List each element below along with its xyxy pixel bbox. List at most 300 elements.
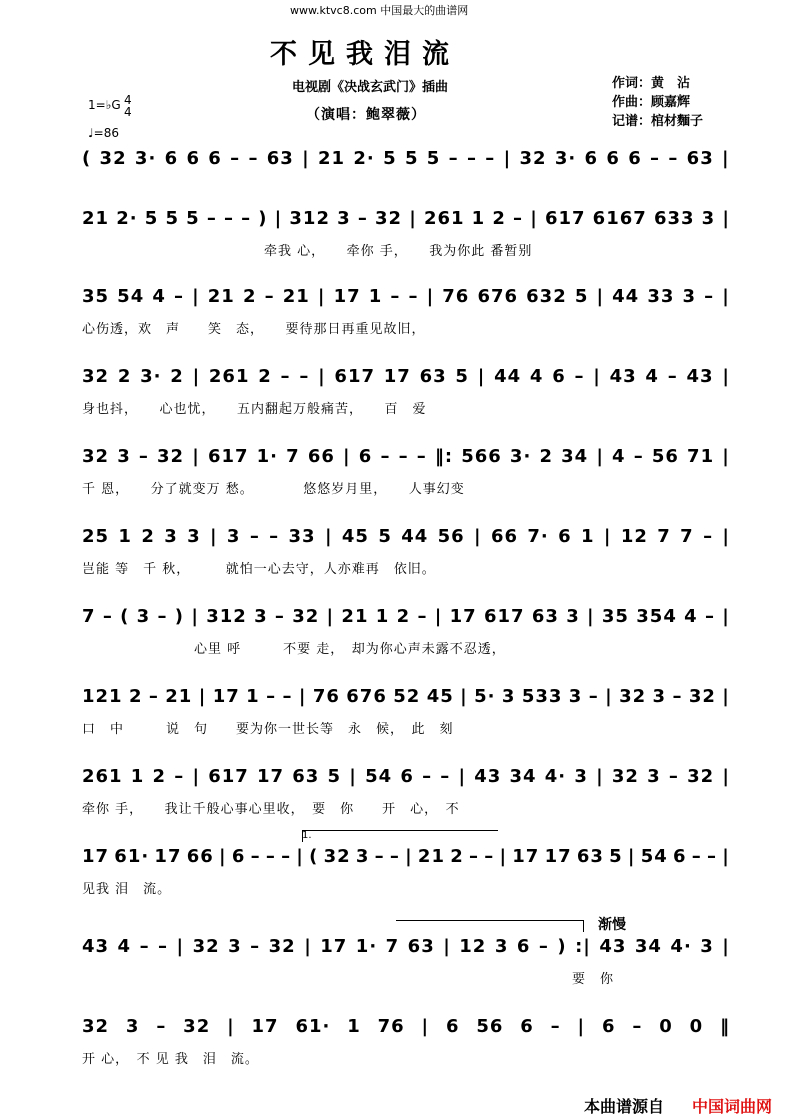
note-group: 21 [417,846,445,867]
note-group: 2 [242,286,257,307]
note-group: 2 [396,606,411,627]
note-group: 6 [445,1016,460,1037]
bar-line: | [443,936,451,957]
note-group: 34 [509,766,537,787]
note-group: 32 [323,846,351,867]
bar-line: ‖: [434,446,454,467]
ending-one-bracket-edge [302,830,303,842]
note-group: 32 [82,366,110,387]
note-group: – [550,1016,561,1037]
note-group: 66 [307,446,335,467]
note-group: 17 [333,286,361,307]
note-group: 676 [477,286,519,307]
note-group: – [265,846,276,867]
note-group: 6 [584,148,599,169]
note-group: 6 [606,148,620,169]
note-group: 7 [82,606,96,627]
note-group: 45 [426,686,454,707]
bar-line: | [317,286,326,307]
note-group: 6 [231,846,246,867]
bar-line: | [434,606,443,627]
note-group: – [668,148,679,169]
note-group: 32 [192,936,220,957]
note-group: – [158,936,169,957]
lyric-line: 牵我 心， 牵你 手， 我为你此 番暂别 [82,244,533,259]
note-group: ( [82,148,92,169]
note-group: – [250,846,261,867]
note-group: – [156,1016,167,1037]
note-group: 1 [246,686,260,707]
bar-line: | [296,846,304,867]
bar-line: | [324,526,333,547]
note-group: – [157,606,168,627]
bar-line: | [577,1016,586,1037]
bar-line: | [219,846,227,867]
ending-two-bracket-edge [583,920,584,932]
note-group: – [466,148,477,169]
note-group: – [139,936,150,957]
time-signature [124,94,132,118]
bar-line: | [458,766,467,787]
note-group: 21 [318,148,346,169]
bar-line: | [503,148,512,169]
bar-line: | [722,606,730,627]
note-group: 33 [647,286,675,307]
note-group: – [206,208,217,229]
note-group: 3 [494,936,509,957]
note-group: – [223,208,234,229]
note-group: 617 [208,766,249,787]
note-group: 43 [474,766,502,787]
note-group: – [357,208,368,229]
note-group: 5 [455,366,469,387]
note-group: 3 [136,606,151,627]
note-group: 3 [652,686,667,707]
note-group: 35 [601,606,629,627]
note-group: 43 [609,366,637,387]
note-group: 632 [526,286,567,307]
lyric-line: 口 中 说 句 要为你一世长等 永 候， 此 刻 [82,722,454,737]
note-group: – [672,686,683,707]
note-group: 3 [574,766,588,787]
note-group: – [485,148,496,169]
bar-line: | [722,208,730,229]
note-group: 4 [152,286,166,307]
note-group: 63 [531,606,559,627]
bar-line: | [603,526,612,547]
bar-line: | [530,208,538,229]
note-group: – [538,936,549,957]
notation-line [82,936,730,957]
note-group: 6 [558,526,572,547]
note-group: – [468,846,479,867]
note-group: 3 [226,526,241,547]
note-group: ) [557,936,567,957]
note-group: – [266,686,277,707]
bar-line: | [722,148,730,169]
note-group: 32 [99,148,127,169]
credit-lyricist: 作词：黄 沾 [612,76,691,91]
bar-line: | [499,846,508,867]
note-group: – [588,686,599,707]
bar-line: | [343,446,351,467]
note-group: 1 [368,286,383,307]
note-group: – [448,148,459,169]
lyric-line: 要 你 [82,972,615,987]
note-group: 34 [634,936,662,957]
note-group: 32 [268,936,296,957]
note-group: 2· [116,208,138,229]
notation-line [82,766,730,787]
notation-line [82,148,730,169]
note-group: – [264,286,275,307]
note-group: – [241,208,252,229]
note-group: 21 [207,286,235,307]
note-group: 261 [423,208,465,229]
note-group: – [633,446,644,467]
note-group: 3· [140,366,162,387]
note-group: 533 [521,686,563,707]
note-group: – [380,446,391,467]
note-group: 6 [516,936,531,957]
lyric-line: 身也抖， 心也忧， 五内翻起万般痛苦， 百 爱 [82,402,427,417]
note-group: 312 [206,606,247,627]
note-group: – [274,606,285,627]
bar-line: | [460,686,468,707]
note-group: 0 [689,1016,704,1037]
note-group: 21 [282,286,310,307]
bar-line: | [426,286,435,307]
note-group: 63 [419,366,447,387]
note-group: 1· [355,936,378,957]
note-group: 17 [251,1016,279,1037]
note-group: 61· [114,846,150,867]
bar-line: | [192,446,200,467]
note-group: 43 [686,366,714,387]
note-group: 1· [256,446,279,467]
note-group: – [513,208,524,229]
note-group: 2· [353,148,375,169]
note-group: 17 [449,606,477,627]
notation-line [82,446,730,467]
note-group: 1 [118,526,132,547]
note-group: 2 [152,766,167,787]
bar-line: | [627,846,636,867]
note-group: 5· [474,686,496,707]
note-group: ( [120,606,130,627]
note-group: 32 [611,766,639,787]
note-group: 312 [289,208,330,229]
note-group: 44 [494,366,522,387]
note-group: 1 [347,1016,361,1037]
note-group: 4· [670,936,692,957]
bar-line: | [722,446,730,467]
lyric-line: 心里 呼 不要 走， 却为你心声未露不忍透， [82,642,506,657]
note-group: 63 [686,148,714,169]
note-group: – [138,446,149,467]
bar-line: :| [575,936,591,957]
note-group: – [691,846,702,867]
note-group: – [299,366,310,387]
note-group: 45 [341,526,369,547]
note-group: 5 [574,286,589,307]
note-group: 5 [378,526,392,547]
note-group: 66 [490,526,519,547]
note-group: 4 [612,446,626,467]
note-group: 32 [292,606,320,627]
note-group: 1 [581,526,595,547]
note-group: 633 [653,208,695,229]
note-group: – [632,1016,643,1037]
note-group: 34 [561,446,589,467]
note-group: 6 [673,846,687,867]
bar-line: | [192,286,200,307]
note-group: 6 [400,766,414,787]
bar-line: | [593,366,601,387]
note-group: 63 [576,846,604,867]
note-group: – [574,366,585,387]
bar-line: | [474,526,482,547]
song-subtitle: 电视剧《决战玄武门》插曲 [292,80,449,95]
note-group: 54 [640,846,668,867]
note-group: – [281,846,292,867]
note-group: 17 [212,686,240,707]
note-group: – [390,286,401,307]
bar-line: | [192,766,201,787]
note-group: 7 [286,446,300,467]
bar-line: | [304,936,312,957]
ending-one-label: 1. [302,830,312,841]
note-group: 17 [512,846,540,867]
note-group: 3 [187,526,201,547]
note-group: 3 [568,686,583,707]
note-group: 32 [519,148,547,169]
ritardando-marking: 渐慢 [598,917,626,933]
note-group: – [282,686,293,707]
note-group: 3 [501,686,516,707]
note-group: 5 [383,148,397,169]
note-group: 32 [619,686,647,707]
key-signature: 1=♭G [88,98,121,112]
note-group: 35 [82,286,110,307]
bar-line: | [191,606,199,627]
note-group: 2 [141,526,155,547]
note-group: – [374,846,385,867]
bar-line: | [722,526,730,547]
note-group: 617 [334,366,375,387]
bar-line: | [596,286,605,307]
bar-line: | [722,366,730,387]
note-group: – [650,148,661,169]
bar-line: | [722,286,730,307]
note-group: 7 [680,526,694,547]
bar-line: | [587,606,595,627]
note-group: 17 [154,846,182,867]
notation-line [82,846,730,867]
note-group: 5 [165,208,179,229]
note-group: 12 [459,936,487,957]
lyric-line: 心伤透，欢 声 笑 态， 要待那日再重见故旧， [82,322,426,337]
note-group: 6 [628,148,642,169]
note-group: 121 [82,686,123,707]
note-group: ) [174,606,185,627]
note-group: – [416,446,427,467]
note-group: 2 [117,366,132,387]
note-group: 32 [688,686,716,707]
note-group: 3 [700,936,714,957]
bar-line: | [349,766,357,787]
note-group: 3· [509,446,532,467]
note-group: 2 [450,846,464,867]
note-group: 4 [117,936,132,957]
notation-line [82,1016,730,1037]
lyric-line: 开 心， 不 见 我 泪 流。 [82,1052,259,1067]
bar-line: | [298,686,307,707]
note-group: 3 [337,208,351,229]
bar-line: | [722,686,730,707]
note-group: – [148,686,159,707]
bar-line: | [722,936,730,957]
note-group: – [230,148,241,169]
note-group: 6 [164,148,179,169]
note-group: – [398,446,409,467]
note-group: 71 [687,446,715,467]
credit-transcriber: 记谱：棺材麵子 [612,114,704,129]
note-group: 676 [346,686,387,707]
note-group: 33 [288,526,316,547]
note-group: 2 [128,686,143,707]
note-group: 63 [292,766,320,787]
note-group: 3 [647,766,661,787]
note-group: 6 [358,446,373,467]
notation-line [82,686,730,707]
note-group: 25 [82,526,110,547]
note-group: 7 [385,936,400,957]
bar-line: | [405,846,413,867]
ending-one-bracket [302,830,498,831]
bar-line: | [227,1016,235,1037]
notation-line [82,526,730,547]
note-group: 6 [520,1016,534,1037]
note-group: 2 [539,446,553,467]
note-group: 17 [320,936,348,957]
note-group: – [422,766,433,787]
note-group: 32 [183,1016,211,1037]
note-group: 1 [471,208,486,229]
lyric-line: 千 恩， 分了就变万 愁。 悠悠岁月里， 人事幻变 [82,482,465,497]
note-group: 5 [327,766,342,787]
notation-line [82,208,730,229]
note-group: 4 [529,366,544,387]
note-group: 5 [609,846,623,867]
bar-line: | [198,686,207,707]
bar-line: | [318,366,326,387]
note-group: 12 [620,526,648,547]
note-group: 6 [186,148,200,169]
note-group: ) [258,208,268,229]
bar-line: | [722,766,730,787]
note-group: 1 [375,606,390,627]
note-group: – [703,526,714,547]
note-group: 17 [383,366,411,387]
note-group: 5 [144,208,159,229]
note-group: 566 [461,446,502,467]
lyric-line: 岂能 等 千 秋， 就怕一心去守，人亦难再 依旧。 [82,562,436,577]
note-group: 44 [612,286,640,307]
note-group: – [250,936,261,957]
singer-line: （演唱：鲍翠薇） [306,107,426,123]
note-group: 3 [125,1016,140,1037]
bar-line: | [209,526,218,547]
ending-two-bracket [396,920,584,921]
note-group: 7 [657,526,671,547]
note-group: 63 [407,936,435,957]
note-group: – [704,286,715,307]
note-group: ( [309,846,319,867]
note-group: – [417,606,428,627]
note-group: 5 [426,148,441,169]
note-group: 3 [682,286,697,307]
note-group: – [248,148,259,169]
note-group: 32 [157,446,185,467]
site-header: www.ktvc8.com 中国最大的曲谱网 [290,4,469,17]
note-group: 3 [566,606,580,627]
note-group: 3· [554,148,577,169]
note-group: – [173,286,184,307]
tempo-marking: ♩=86 [88,126,119,140]
note-group: 617 [544,208,586,229]
time-signature-bottom: 4 [124,105,132,119]
note-group: 2 [258,366,272,387]
bar-line: ‖ [719,1016,730,1037]
note-group: 21 [165,686,193,707]
note-group: – [707,846,718,867]
note-group: 354 [636,606,677,627]
note-group: 66 [186,846,214,867]
note-group: 1 [130,766,145,787]
note-group: 7· [527,526,549,547]
note-group: 56 [651,446,679,467]
bar-line: | [421,1016,430,1037]
note-group: 3 [254,606,268,627]
bar-line: | [192,366,201,387]
note-group: 32 [374,208,403,229]
note-group: 261 [208,366,250,387]
note-group: 44 [401,526,429,547]
note-group: – [102,606,113,627]
note-group: 4 [684,606,698,627]
note-group: 6 [552,366,566,387]
note-group: – [280,366,291,387]
footer-source: 本曲谱源自 [584,1097,665,1116]
credit-composer: 作曲：顾嘉辉 [612,95,691,110]
song-title: 不见我泪流 [270,39,460,70]
note-group: 3 [701,208,716,229]
bar-line: | [302,148,310,169]
note-group: 5 [404,148,419,169]
note-group: 3 [117,446,131,467]
note-group: – [440,766,451,787]
note-group: 17 [82,846,110,867]
footer-site-name: 中国词曲网 [692,1097,773,1116]
note-group: 2 [492,208,506,229]
note-group: 17 [544,846,572,867]
note-group: 4 [645,366,659,387]
note-group: 32 [687,766,715,787]
bar-line: | [326,606,335,627]
lyric-line: 牵你 手， 我让千般心事心里收， 要 你 开 心， 不 [82,802,460,817]
note-group: – [389,846,400,867]
